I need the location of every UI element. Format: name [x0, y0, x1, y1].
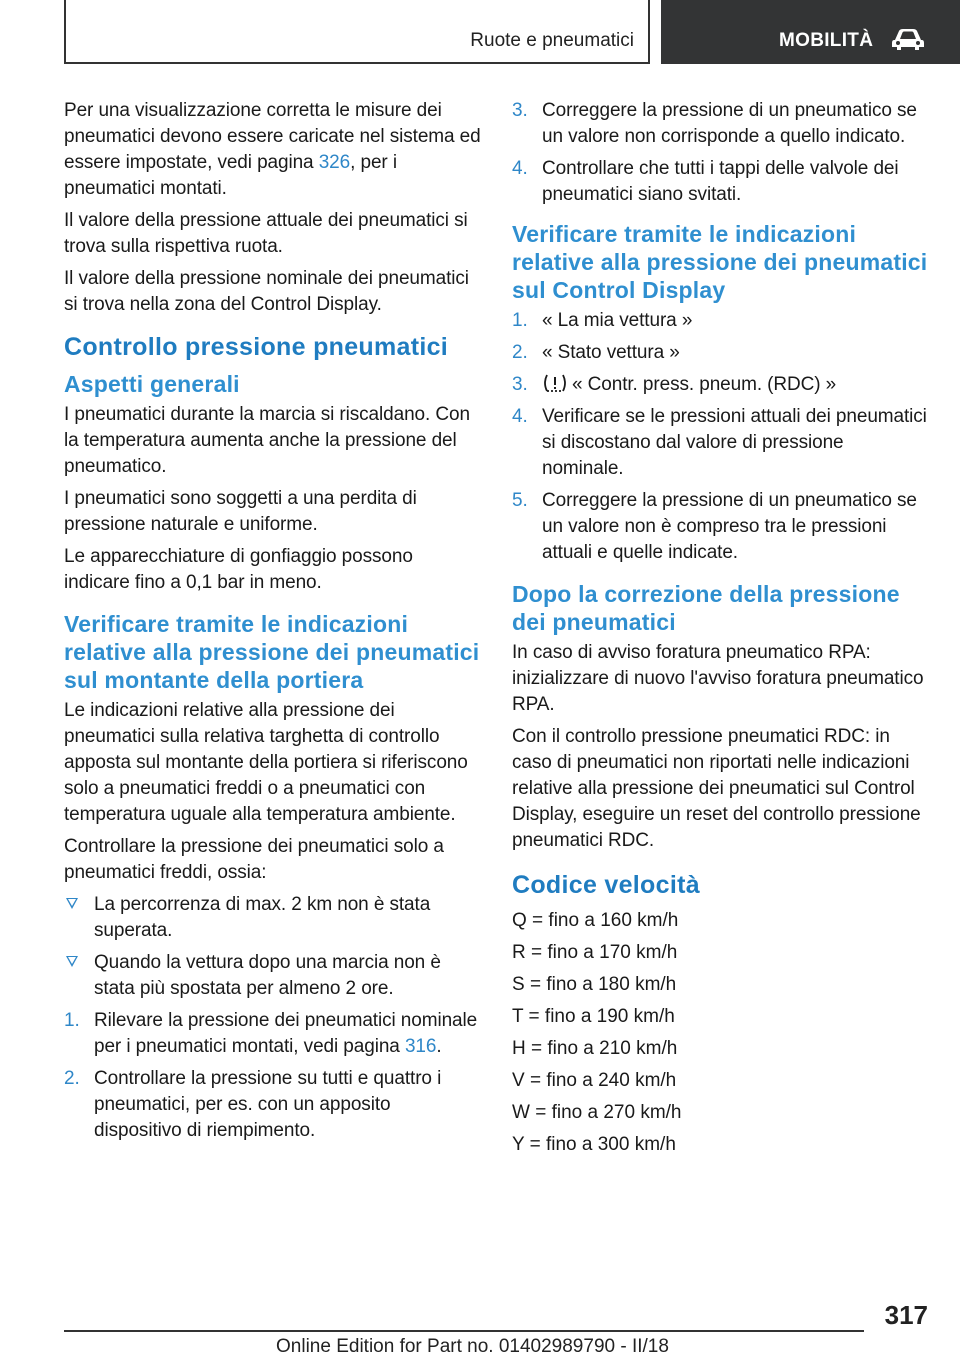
paragraph-door-1: Le indicazioni relative alla pressione dei pneumatici sulla relativa targhetta di controllo apposta sul montante della portiera si riferiscono solo a pneumatici freddi o a pneumatici con temperatura uguale alla temperatura ambiente. — [64, 700, 468, 825]
header-chapter-title: MOBILITÀ — [779, 30, 874, 51]
paragraph-rdc: Con il controllo pressione pneumatici RDC: in caso di pneumatici non riportati nelle indicazioni relative alla pressione dei pneumatici sul Control Display, eseguire un reset del controllo pressione pneumatici RDC. — [512, 726, 921, 851]
heading-general-aspects: Aspetti generali — [64, 371, 240, 397]
speed-code-item: R = fino a 170 km/h — [512, 942, 678, 963]
header-section-tab — [64, 0, 650, 64]
list-item: 3. « Contr. press. pneum. (RDC) » — [512, 374, 837, 395]
left-column — [64, 98, 482, 1150]
page-link-326[interactable]: 326 — [318, 152, 351, 173]
speed-code-item: Q = fino a 160 km/h — [512, 910, 679, 931]
footer-edition: Online Edition for Part no. 01402989790 - II/18 — [276, 1336, 669, 1357]
list-item: Quando la vettura dopo una marcia non è stata più spostata per almeno 2 ore. — [64, 950, 482, 1002]
header-chapter-tab — [661, 0, 960, 64]
footer-divider — [64, 1330, 864, 1332]
speed-code-item: W = fino a 270 km/h — [512, 1102, 682, 1123]
paragraph-general-3: Le apparecchiature di gonfiaggio possono indicare fino a 0,1 bar in meno. — [64, 546, 413, 593]
speed-code-item: Y = fino a 300 km/h — [512, 1134, 676, 1155]
paragraph-general-2: I pneumatici sono soggetti a una perdita di pressione naturale e uniforme. — [64, 488, 417, 535]
list-item: La percorrenza di max. 2 km non è stata superata. — [64, 892, 482, 944]
list-item: 1. « La mia vettura » — [512, 310, 693, 331]
list-item: 1. Rilevare la pressione dei pneumatici nominale per i pneumatici montati, vedi pagina 316. — [64, 1010, 478, 1057]
heading-door-pillar-check: Verificare tramite le indicazioni relative alla pressione dei pneumatici sul montante della portiera — [64, 611, 480, 693]
list-item: 4. Controllare che tutti i tappi delle valvole dei pneumatici siano svitati. — [512, 158, 899, 205]
list-item: 3. Correggere la pressione di un pneumatico se un valore non corrisponde a quello indicato. — [512, 100, 917, 147]
paragraph-door-2: Controllare la pressione dei pneumatici solo a pneumatici freddi, ossia: — [64, 836, 444, 883]
heading-after-correction: Dopo la correzione della pressione dei pneumatici — [512, 581, 900, 635]
list-item: 5. Correggere la pressione di un pneumatico se un valore non è compreso tra le pressioni attuali e quelle indicate. — [512, 490, 917, 563]
page-number: 317 — [884, 1300, 928, 1330]
heading-speed-code: Codice velocità — [512, 871, 700, 899]
list-item: 2. « Stato vettura » — [512, 342, 680, 363]
paragraph-tire-sizes: Per una visualizzazione corretta le misure dei pneumatici devono essere caricate nel sistema ed essere impostate, vedi pagina 326, per i pneumatici montati. — [64, 100, 481, 199]
speed-code-item: V = fino a 240 km/h — [512, 1070, 677, 1091]
list-item: 2. Controllare la pressione su tutti e quattro i pneumatici, per es. con un apposito dispositivo di riempimento. — [64, 1068, 442, 1141]
car-icon — [891, 26, 925, 52]
speed-code-item: T = fino a 190 km/h — [512, 1006, 675, 1027]
page-link-316[interactable]: 316 — [404, 1036, 437, 1057]
speed-code-item: S = fino a 180 km/h — [512, 974, 677, 995]
right-column — [512, 98, 930, 1164]
paragraph-general-1: I pneumatici durante la marcia si riscaldano. Con la temperatura aumenta anche la pressione del pneumatico. — [64, 404, 470, 477]
bullet-triangle-icon — [66, 898, 78, 909]
list-item: 4. Verificare se le pressioni attuali dei pneumatici si discostano dal valore di pressione nominale. — [512, 406, 927, 479]
paragraph-actual-pressure: Il valore della pressione attuale dei pneumatici si trova sulla rispettiva ruota. — [64, 210, 468, 257]
paragraph-rpa: In caso di avviso foratura pneumatico RPA: inizializzare di nuovo l'avviso foratura pneumatico RPA. — [512, 642, 924, 715]
heading-tire-pressure-check: Controllo pressione pneumatici — [64, 333, 449, 361]
bullet-triangle-icon — [66, 956, 78, 967]
heading-control-display-check: Verificare tramite le indicazioni relative alla pressione dei pneumatici sul Control Display — [512, 221, 928, 303]
header-section-title: Ruote e pneumatici — [470, 30, 634, 51]
tire-pressure-warning-icon — [542, 372, 568, 394]
paragraph-nominal-pressure: Il valore della pressione nominale dei pneumatici si trova nella zona del Control Display. — [64, 268, 469, 315]
speed-code-item: H = fino a 210 km/h — [512, 1038, 678, 1059]
